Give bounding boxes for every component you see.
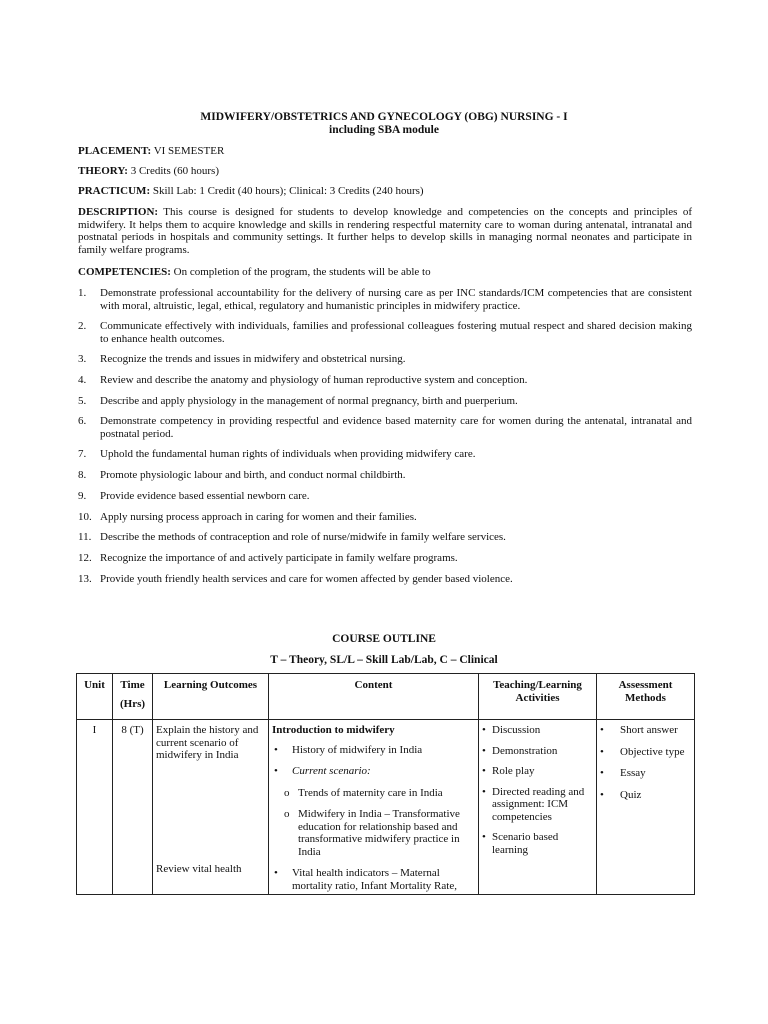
header-unit: Unit: [77, 674, 113, 720]
item-text: Uphold the fundamental human rights of individuals when providing midwifery care.: [100, 448, 476, 460]
outcomes-cell: [153, 720, 269, 895]
practicum-line: [78, 185, 692, 198]
theory-label: THEORY:: [78, 165, 128, 177]
item-number: 2.: [78, 320, 87, 332]
description-text: This course is designed for students to develop knowledge and competencies on the concepts and principles of midwifery. It helps them to acquire knowledge and skills in rendering respectful maternity care to woman during antenatal, intranatal and postnatal periods in hospitals and community settings. It further helps to develop skills in managing normal neonates and participate in family welfare programs.: [78, 206, 692, 256]
item-text: Demonstrate professional accountability for the delivery of nursing care as per INC standards/ICM competencies that are consistent with moral, altruistic, legal, ethical, regulatory and humanistic principles in midwifery practice.: [100, 287, 692, 312]
item-text: Describe the methods of contraception and role of nurse/midwife in family welfare services.: [100, 531, 506, 543]
course-outline-table: [76, 673, 695, 895]
item-number: 3.: [78, 353, 87, 365]
list-item: • Scenario based learning: [482, 831, 593, 856]
activities-list: [482, 724, 593, 856]
course-outline-title: COURSE OUTLINE: [332, 633, 436, 645]
content-heading: Introduction to midwifery: [272, 724, 395, 736]
placement-label: PLACEMENT:: [78, 145, 152, 157]
activities-cell: [479, 720, 597, 895]
item-text: Recognize the trends and issues in midwifery and obstetrical nursing.: [100, 353, 406, 365]
skill-lab-value: 1 Credit (40 hours);: [196, 185, 290, 197]
item-number: 5.: [78, 395, 87, 407]
item-number: 1.: [78, 287, 87, 299]
list-item: • Objective type: [600, 746, 691, 759]
item-text: Apply nursing process approach in caring for women and their families.: [100, 511, 417, 523]
outcome-text: Explain the history and current scenario of midwifery in India: [156, 724, 259, 761]
item-text: Describe and apply physiology in the management of normal pregnancy, birth and puerperium.: [100, 395, 518, 407]
header-learning-outcomes: Learning Outcomes: [153, 674, 269, 720]
item-number: 12.: [78, 552, 92, 564]
list-item: • Role play: [482, 765, 593, 778]
item-number: 10.: [78, 511, 92, 523]
competencies-label: COMPETENCIES:: [78, 266, 171, 278]
list-item: • Discussion: [482, 724, 593, 737]
item-text: Demonstrate competency in providing respectful and evidence based maternity care for women during the antenatal, intranatal and postnatal period.: [100, 415, 692, 440]
practicum-label: PRACTICUM:: [78, 185, 151, 197]
document-title: MIDWIFERY/OBSTETRICS AND GYNECOLOGY (OBG) NURSING - I: [200, 111, 568, 123]
header-content: Content: [269, 674, 479, 720]
list-item: • Short answer: [600, 724, 691, 737]
clinical-value: 3 Credits (240 hours): [327, 185, 424, 197]
content-item: [272, 867, 475, 892]
item-text: Review and describe the anatomy and physiology of human reproductive system and conception.: [100, 374, 528, 386]
skill-lab-label: Skill Lab:: [150, 185, 197, 197]
bullet-icon: •: [274, 765, 278, 777]
circle-bullet-icon: o: [284, 808, 290, 820]
competencies-intro-text: On completion of the program, the students will be able to: [170, 266, 431, 278]
item-number: 6.: [78, 415, 87, 427]
content-cell: [269, 720, 479, 895]
content-item: [272, 765, 475, 778]
content-subitem: [272, 808, 475, 858]
item-text: Provide youth friendly health services and care for women affected by gender based violence.: [100, 573, 513, 585]
placement-line: [78, 145, 692, 158]
table-row: [77, 720, 695, 895]
content-item-text: Current scenario:: [292, 765, 371, 777]
assessment-list: [600, 724, 691, 801]
item-number: 4.: [78, 374, 87, 386]
item-number: 9.: [78, 490, 87, 502]
item-number: 13.: [78, 573, 92, 585]
header-activities: Teaching/Learning Activities: [479, 674, 597, 720]
list-item: • Demonstration: [482, 745, 593, 758]
description-paragraph: [78, 206, 692, 256]
placement-value: VI SEMESTER: [151, 145, 225, 157]
header-assessment: Assessment Methods: [597, 674, 695, 720]
item-number: 11.: [78, 531, 92, 543]
item-number: 7.: [78, 448, 87, 460]
header-time-label: Time: [120, 679, 145, 691]
description-label: DESCRIPTION:: [78, 206, 159, 218]
header-time: [113, 674, 153, 720]
outcome-text: Review vital health: [156, 863, 242, 875]
unit-cell: I: [77, 720, 113, 895]
content-subitem-text: Midwifery in India – Transformative education for relationship based and transformative midwifery practice in India: [298, 808, 460, 858]
content-item: [272, 744, 475, 757]
theory-value: 3 Credits (60 hours): [127, 165, 219, 177]
time-cell: 8 (T): [113, 720, 153, 895]
item-number: 8.: [78, 469, 87, 481]
content-item-text: Vital health indicators – Maternal mortality ratio, Infant Mortality Rate,: [292, 867, 457, 892]
list-item: • Directed reading and assignment: ICM competencies: [482, 786, 593, 824]
clinical-label: Clinical:: [289, 185, 328, 197]
content-subitem-text: Trends of maternity care in India: [298, 786, 443, 799]
header-time-unit: (Hrs): [119, 697, 146, 710]
list-item: • Quiz: [600, 789, 691, 802]
item-text: Promote physiologic labour and birth, and conduct normal childbirth.: [100, 469, 406, 481]
assessment-cell: [597, 720, 695, 895]
table-header-row: [77, 674, 695, 720]
content-subitem: [272, 787, 475, 800]
list-item: • Essay: [600, 767, 691, 780]
circle-bullet-icon: o: [284, 786, 290, 799]
item-text: Recognize the importance of and actively participate in family welfare programs.: [100, 552, 458, 564]
content-item-text: History of midwifery in India: [292, 743, 423, 756]
bullet-icon: •: [274, 867, 278, 879]
item-text: Communicate effectively with individuals, families and professional colleagues fostering mutual respect and shared decision making to enhance health outcomes.: [100, 320, 692, 345]
document-subtitle: including SBA module: [329, 124, 439, 136]
bullet-icon: •: [274, 743, 278, 756]
course-outline-subtitle: T – Theory, SL/L – Skill Lab/Lab, C – Clinical: [270, 654, 498, 666]
item-text: Provide evidence based essential newborn care.: [100, 490, 310, 502]
competencies-intro: [78, 266, 692, 279]
theory-line: [78, 165, 692, 178]
